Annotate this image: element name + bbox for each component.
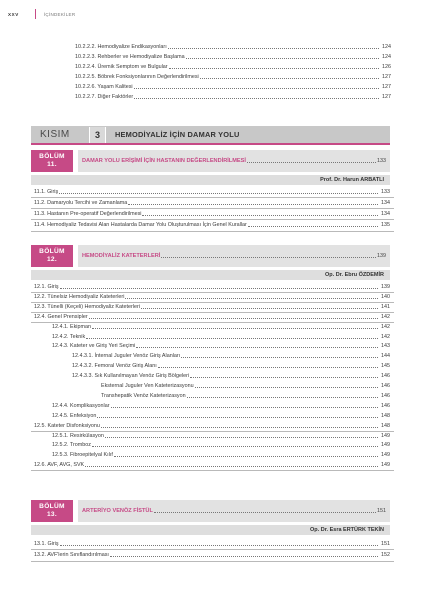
running-header: [8, 8, 75, 20]
chapter-page: 151: [377, 508, 386, 514]
toc-entry[interactable]: 11.4. Hemodiyaliz Tedavisi Alan Hastalarda Damar Yolu Oluşturulması İçin Genel Kurallar 135: [34, 221, 390, 230]
chapter-title: HEMODİYALİZ KATETERLERİ: [82, 253, 161, 259]
toc-entry[interactable]: 12.4.4. Komplikasyonlar 146: [52, 402, 390, 411]
toc-entry[interactable]: 12.2. Tünelsiz Hemodiyaliz Kateterleri 140: [34, 293, 390, 302]
toc-entry[interactable]: 13.1. Giriş 151: [34, 540, 390, 549]
toc-entry[interactable]: 12.5.2. Tromboz 149: [52, 441, 390, 450]
toc-entry[interactable]: 10.2.2.4. Üremik Semptom ve Bulgular 126: [75, 63, 391, 72]
toc-entry[interactable]: 11.2. Damaryolu Tercihi ve Zamanlama 134: [34, 199, 390, 208]
divider: [31, 231, 394, 232]
header-divider: [35, 9, 36, 19]
toc-entry[interactable]: 10.2.2.5. Böbrek Fonksiyonlarının Değerlendirilmesi 127: [75, 73, 391, 82]
toc-entry[interactable]: 13.2. AVF'lerin Sınıflandırılması 152: [34, 551, 390, 560]
toc-entry[interactable]: 12.4.3.1. İnternal Juguler Venöz Giriş Alanları 144: [72, 352, 390, 361]
chapter-page: 139: [377, 253, 386, 259]
toc-entry[interactable]: 12.5.3. Fibroepitelyal Kılıf 149: [52, 451, 390, 460]
toc-entry[interactable]: Transhepatik Venöz Kateterizasyon 146: [101, 392, 390, 401]
chapter-title: DAMAR YOLU ERİŞİMİ İÇİN HASTANIN DEĞERLENDİRİLMESİ: [82, 158, 246, 164]
toc-entry[interactable]: 10.2.2.6. Yaşam Kalitesi 127: [75, 83, 391, 92]
divider: [31, 470, 394, 471]
part-title: HEMODİYALİZ İÇİN DAMAR YOLU: [115, 130, 240, 139]
chapter-title-row[interactable]: [78, 150, 390, 172]
part-label: KISIM: [40, 129, 70, 140]
divider: [31, 561, 394, 562]
chapter-title-row[interactable]: [78, 245, 390, 267]
toc-entry[interactable]: 12.4. Genel Prensipler 142: [34, 313, 390, 322]
toc-entry[interactable]: 10.2.2.3. Rehberler ve Hemodiyalize Başlama 124: [75, 53, 391, 62]
chapter-number-box: BÖLÜM 11.: [31, 150, 73, 172]
running-title: İÇİNDEKİLER: [43, 11, 76, 17]
chapter-title-row[interactable]: [78, 500, 390, 522]
chapter-page: 133: [377, 158, 386, 164]
toc-entry[interactable]: 11.1. Giriş 133: [34, 188, 390, 197]
toc-entry[interactable]: 12.4.2. Teknik 142: [52, 333, 390, 342]
toc-entry[interactable]: 11.3. Hastanın Pre-operatif Değerlendirilmesi 134: [34, 210, 390, 219]
chapter-title: ARTERİYO VENÖZ FİSTÜL: [82, 508, 153, 514]
toc-entry[interactable]: 12.4.1. Ekipman 142: [52, 323, 390, 332]
toc-entry[interactable]: Eksternal Juguler Ven Kateterizasyonu 146: [101, 382, 390, 391]
page-number: XXV: [8, 11, 19, 17]
toc-entry[interactable]: 12.1. Giriş 139: [34, 283, 390, 292]
toc-entry[interactable]: 12.4.5. Enfeksiyon 148: [52, 412, 390, 421]
chapter-number-box: BÖLÜM 12.: [31, 245, 73, 267]
chapter-number-box: BÖLÜM 13.: [31, 500, 73, 522]
part-number: 3: [89, 127, 106, 143]
chapter-author: Prof. Dr. Harun ARBATLI: [31, 175, 390, 185]
chapter-author: Op. Dr. Esra ERTÜRK TEKİN: [31, 525, 390, 535]
part-heading: [31, 126, 390, 145]
toc-entry[interactable]: 12.4.3. Kateter ve Giriş Yeri Seçimi 143: [52, 342, 390, 351]
toc-entry[interactable]: 12.5. Kateter Disfonksiyonu 148: [34, 422, 390, 431]
toc-entry[interactable]: 12.3. Tünelli (Keçeli) Hemodiyaliz Kateterleri 141: [34, 303, 390, 312]
toc-entry[interactable]: 12.4.3.2. Femoral Venöz Giriş Alanı 145: [72, 362, 390, 371]
toc-entry[interactable]: 10.2.2.2. Hemodiyalize Endikasyonları 124: [75, 43, 391, 52]
toc-entry[interactable]: 12.6. AVF, AVG, SVK 149: [34, 461, 390, 470]
toc-entry[interactable]: 10.2.2.7. Diğer Faktörler 127: [75, 93, 391, 102]
toc-entry[interactable]: 12.5.1. Resirkülasyon 149: [52, 432, 390, 441]
toc-entry[interactable]: 12.4.3.3. Sık Kullanılmayan Venöz Giriş Bölgeleri 146: [72, 372, 390, 381]
chapter-author: Op. Dr. Ebru ÖZDEMİR: [31, 270, 390, 280]
